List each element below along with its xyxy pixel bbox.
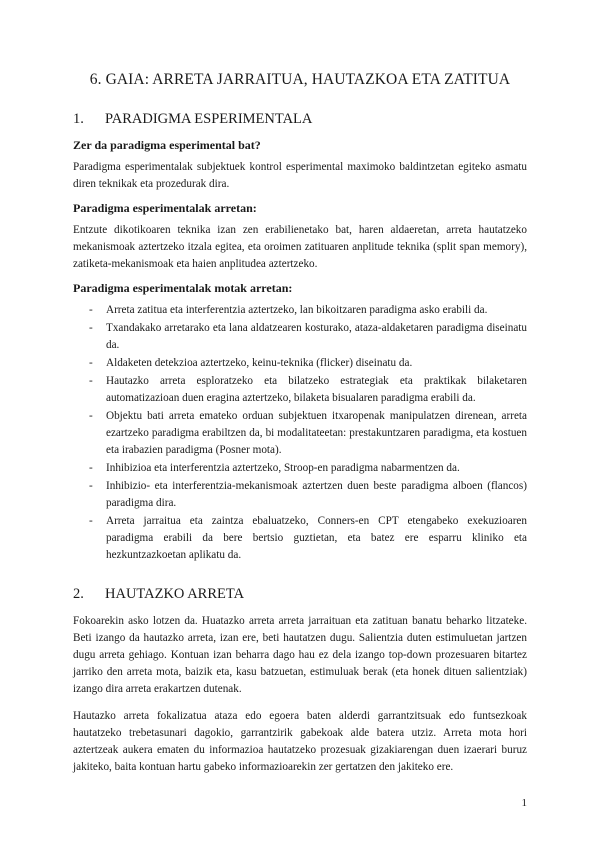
list-item: - Aldaketen detekzioa aztertzeko, keinu-teknika (flicker) diseinatu da. bbox=[73, 355, 527, 372]
subheading-paradigm-types: Paradigma esperimentalak motak arretan: bbox=[73, 281, 293, 295]
dash-bullet: - bbox=[89, 375, 93, 387]
dash-bullet: - bbox=[89, 515, 93, 527]
section-title: PARADIGMA ESPERIMENTALA bbox=[105, 111, 313, 127]
section-number: 1. bbox=[73, 111, 84, 127]
dash-bullet: - bbox=[89, 357, 93, 369]
section-heading-1 bbox=[73, 111, 527, 128]
dash-bullet: - bbox=[89, 410, 93, 422]
paragraph-selective-attention-1: Fokoarekin asko lotzen da. Huatazko arreta arreta jarraituan eta zatituan banatu beharko litzateke. Beti izango da hautazko arreta, izan ere, beti hautatzen dugu. Salientzia duten estimuluetan jartzen dugu arreta gehiago. Kontuan izan beharra dago hau ez dela izango top-down prozesuaren bitartez jarriko den arreta mota, baizik eta, kasu batzuetan, estimuluak berak (eta honek dituen salientziak) izango dira arreta erakartzen dutenak. bbox=[73, 615, 527, 695]
dash-bullet: - bbox=[89, 480, 93, 492]
subheading-what-is-paradigm: Zer da paradigma esperimental bat? bbox=[73, 138, 261, 152]
section-number: 2. bbox=[73, 586, 84, 602]
list-item: - Txandakako arretarako eta lana aldatzearen kosturako, ataza-aldaketaren paradigma diseinatu da. bbox=[89, 322, 527, 351]
page-number: 1 bbox=[521, 797, 527, 809]
list-item: - Hautazko arreta esploratzeko eta bilatzeko estrategiak eta praktikak bilaketaren automatizazioan duen eragina aztertzeko, bilaketa bisualaren paradigma erabili da. bbox=[89, 375, 527, 404]
page-content bbox=[73, 71, 527, 786]
dash-bullet: - bbox=[89, 462, 93, 474]
dash-bullet: - bbox=[89, 304, 93, 316]
list-item: - Inhibizio- eta interferentzia-mekanismoak aztertzen duen beste paradigma alboen (flancos) paradigma dira. bbox=[89, 480, 527, 509]
list-item: - Objektu bati arreta emateko orduan subjektuen itxaropenak manipulatzen direnean, arreta ezartzeko paradigma erabiltzen da, bi modalitateetan: prestakuntzaren paradigma, eta kostuen eta irabazien paradigma (Posner mota). bbox=[89, 410, 527, 456]
section-heading-2 bbox=[73, 586, 527, 603]
dash-bullet: - bbox=[89, 322, 93, 334]
paragraph-selective-attention-2: Hautazko arreta fokalizatua ataza edo egoera baten alderdi garrantzitsuak edo funtsezkoak hautatzeko trebetasunari dagokio, garrantzirik gabekoak alde batera utziz. Arreta mota hori aztertzeak aukera ematen du informazioa hautatzeko prozesuak gizakiarengan duen izaerari buruz jakiteko, baita kontuan hartu gabeko informazioarekin zer gertatzen den jakiteko ere. bbox=[73, 710, 527, 773]
list-item: - Arreta jarraitua eta zaintza ebaluatzeko, Conners-en CPT etengabeko exekuzioaren paradigma erabili da bere bertsio guztietan, eta batez ere esparru kliniko eta hezkuntzazkoetan aplikatu da. bbox=[89, 515, 527, 561]
list-item: - Arreta zatitua eta interferentzia aztertzeko, lan bikoitzaren paradigma asko erabili da. bbox=[73, 302, 527, 319]
section-title: HAUTAZKO ARRETA bbox=[105, 586, 245, 602]
paradigm-types-list bbox=[73, 302, 527, 564]
subheading-paradigms-in-attention: Paradigma esperimentalak arretan: bbox=[73, 201, 257, 215]
document-title: 6. GAIA: ARRETA JARRAITUA, HAUTAZKOA ETA ZATITUA bbox=[89, 71, 511, 88]
paragraph-paradigm-definition: Paradigma esperimentalak subjektuek kontrol esperimental maximoko baldintzetan egiteko asmatu diren teknikak eta prozedurak dira. bbox=[73, 161, 527, 190]
list-item: - Inhibizioa eta interferentzia aztertzeko, Stroop-en paradigma nabarmentzen da. bbox=[73, 460, 527, 477]
paragraph-dichotic-listening: Entzute dikotikoaren teknika izan zen erabilienetako bat, haren aldaeretan, arreta hautatzeko mekanismoak aztertzeko itzala egitea, eta oroimen zatituaren anplitude teknika (split span memory), zatiketa-mekanismoak eta haien anplitudea aztertzeko. bbox=[73, 224, 527, 270]
